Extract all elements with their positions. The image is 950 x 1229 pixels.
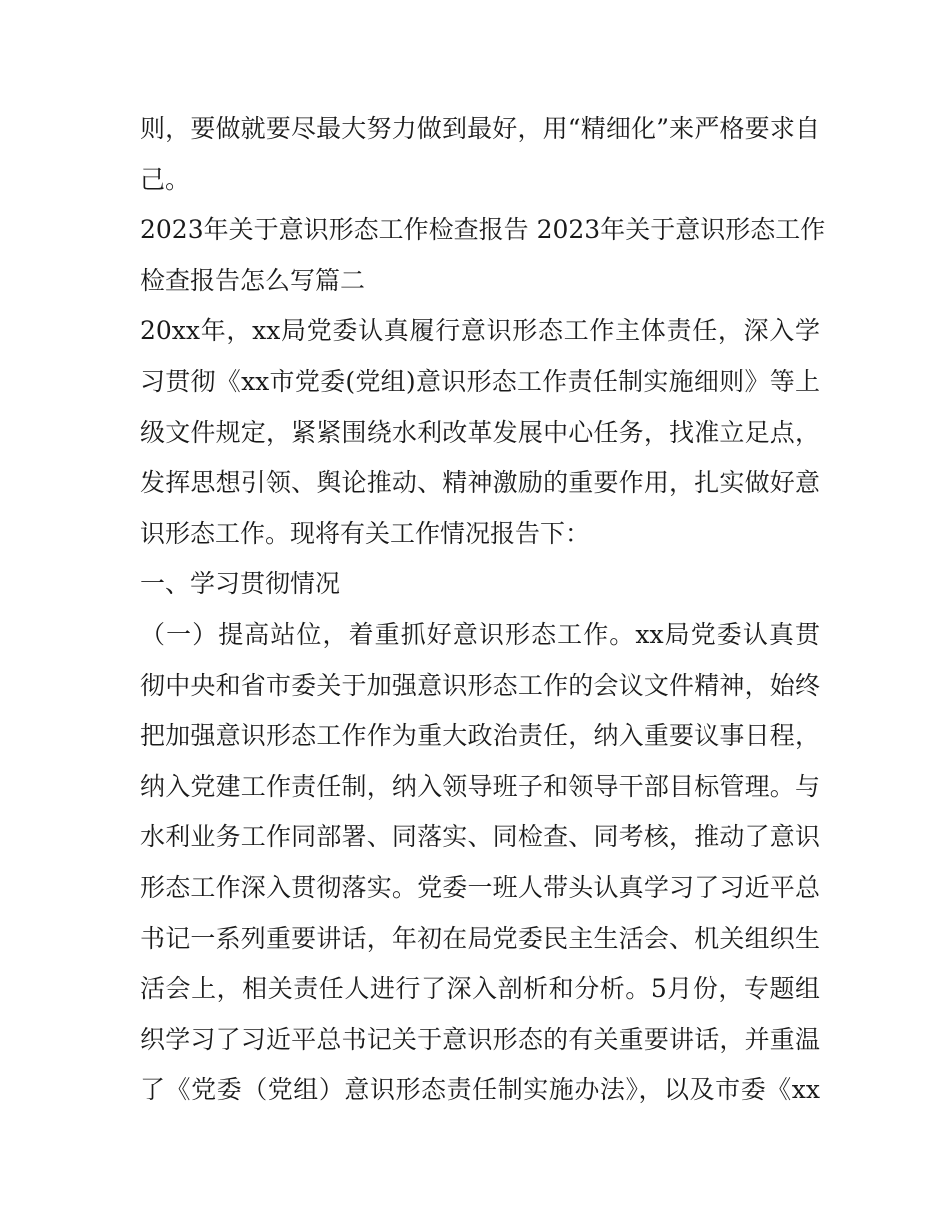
heading-line: 2023年关于意识形态工作检查报告 2023年关于意识形态工作 bbox=[140, 215, 826, 245]
section-heading: 一、学习贯彻情况 bbox=[140, 569, 341, 599]
text-line: 把加强意识形态工作作为重大政治责任，纳入重要议事日程， bbox=[140, 721, 820, 751]
text-line: 则，要做就要尽最大努力做到最好，用“精细化”来严格要求自 bbox=[140, 114, 820, 143]
text-line: 了《党委（党组）意识形态责任制实施办法》，以及市委《xx bbox=[140, 1075, 820, 1105]
text-line: 习贯彻《xx市党委(党组)意识形态工作责任制实施细则》等上 bbox=[140, 366, 820, 396]
text-line: 纳入党建工作责任制，纳入领导班子和领导干部目标管理。与 bbox=[140, 771, 820, 801]
text-line: 织学习了习近平总书记关于意识形态的有关重要讲话，并重温 bbox=[140, 1024, 820, 1054]
text-line: 级文件规定，紧紧围绕水利改革发展中心任务，找准立足点， bbox=[140, 417, 820, 447]
text-line: （一）提高站位，着重抓好意识形态工作。xx局党委认真贯 bbox=[140, 619, 820, 649]
text-line: 形态工作深入贯彻落实。党委一班人带头认真学习了习近平总 bbox=[140, 872, 820, 902]
text-line: 己。 bbox=[140, 164, 191, 194]
text-line: 发挥思想引领、舆论推动、精神激励的重要作用，扎实做好意 bbox=[140, 468, 820, 498]
heading-line: 检查报告怎么写篇二 bbox=[140, 265, 366, 295]
text-line: 彻中央和省市委关于加强意识形态工作的会议文件精神，始终 bbox=[140, 670, 820, 700]
text-line: 识形态工作。现将有关工作情况报告下： bbox=[140, 518, 591, 548]
text-line: 书记一系列重要讲话，年初在局党委民主生活会、机关组织生 bbox=[140, 923, 820, 953]
document-body bbox=[140, 104, 826, 1116]
text-line: 水利业务工作同部署、同落实、同检查、同考核，推动了意识 bbox=[140, 822, 820, 852]
text-line: 活会上，相关责任人进行了深入剖析和分析。5月份，专题组 bbox=[140, 974, 820, 1004]
text-line: 20xx年，xx局党委认真履行意识形态工作主体责任，深入学 bbox=[140, 316, 820, 346]
